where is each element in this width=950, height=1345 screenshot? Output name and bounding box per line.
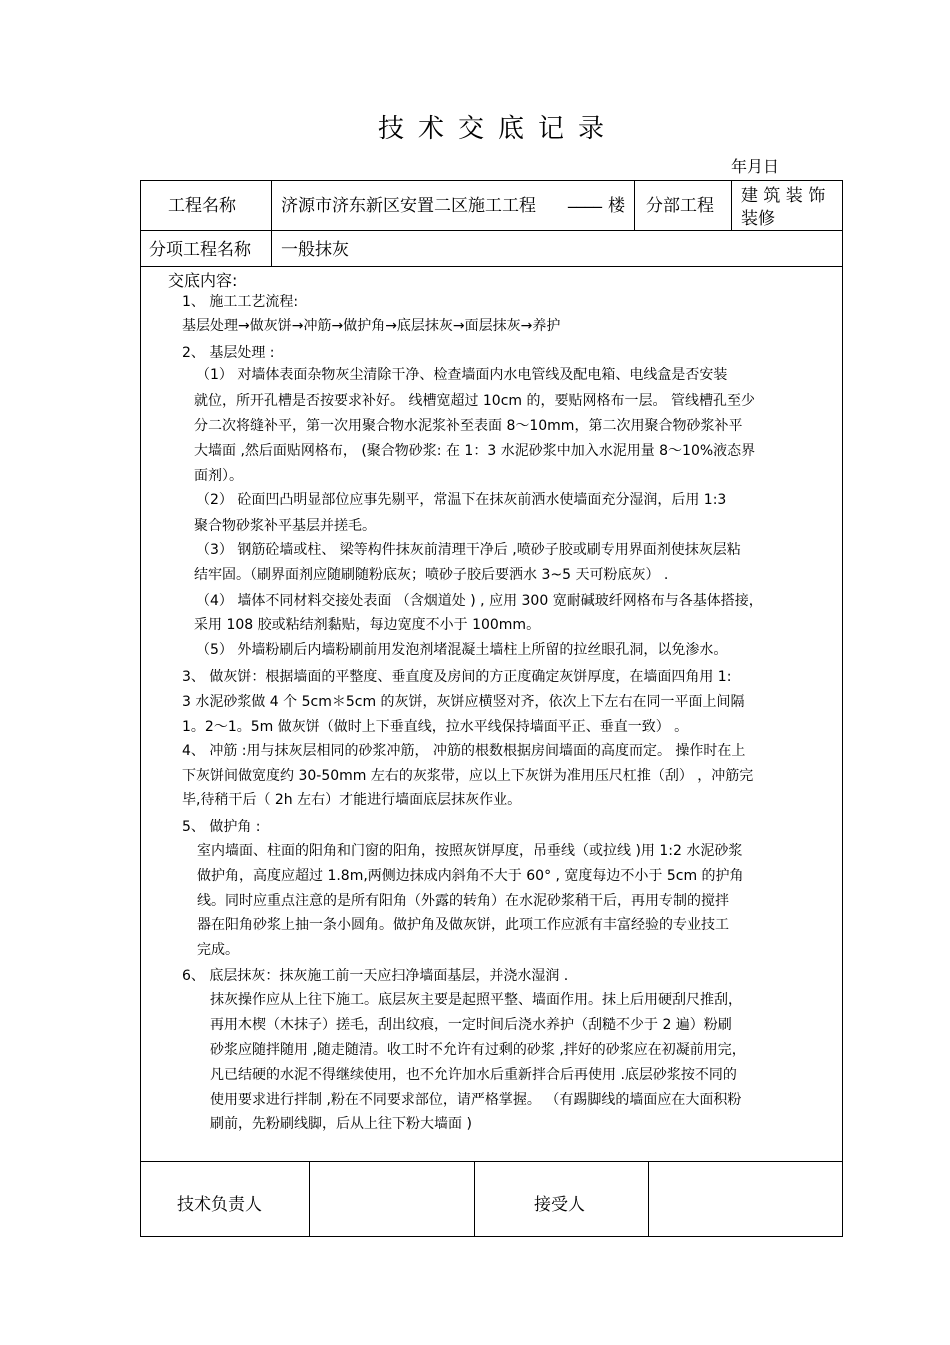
tech-lead-label: 技术负责人 xyxy=(177,1195,262,1215)
subitem-value: 一般抹灰 xyxy=(281,240,349,260)
content-line: 分二次将缝补平，第一次用聚合物水泥浆补至表面 8～10mm，第二次用聚合物砂浆补平 xyxy=(194,418,743,434)
building-suffix: 楼 xyxy=(608,196,625,216)
content-line: 2、 基层处理 : xyxy=(182,345,275,361)
content-line: 聚合物砂浆补平基层并搓毛。 xyxy=(194,518,376,534)
content-line: （5） 外墙粉刷后内墙粉刷前用发泡剂堵混凝土墙柱上所留的拉丝眼孔洞，以免渗水。 xyxy=(196,642,728,658)
content-line: 抹灰操作应从上往下施工。底层灰主要是起照平整、墙面作用。抹上后用硬刮尺推刮， xyxy=(210,992,742,1008)
content-line: 器在阳角砂浆上抽一条小圆角。做护角及做灰饼，此项工作应派有丰富经验的专业技工 xyxy=(197,917,729,933)
content-line: 做护角，高度应超过 1.8m,两侧边抹成内斜角不大于 60° , 宽度每边不小于 5cm 的护角 xyxy=(197,868,744,884)
content-line: （3） 钢筋砼墙或柱、 梁等构件抹灰前清理干净后 ,喷砂子胶或刷专用界面剂使抹灰层粘 xyxy=(196,542,741,558)
content-line: 刷前，先粉刷线脚，后从上往下粉大墙面 ) xyxy=(210,1116,472,1132)
content-line: 基层处理→做灰饼→冲筋→做护角→底层抹灰→面层抹灰→养护 xyxy=(182,318,561,334)
content-line: 毕,待稍干后（ 2h 左右）才能进行墙面底层抹灰作业。 xyxy=(182,792,522,808)
division-value-line2: 装修 xyxy=(741,209,775,229)
content-line: 砂浆应随拌随用 ,随走随清。收工时不允许有过剩的砂浆 ,拌好的砂浆应在初凝前用完， xyxy=(210,1042,746,1058)
content-line: 就位，所开孔槽是否按要求补好。 线槽宽超过 10cm 的，要贴网格布一层。 管线槽孔至少 xyxy=(194,393,755,409)
content-line: 4、 冲筋 :用与抹灰层相同的砂浆冲筋， 冲筋的根数根据房间墙面的高度而定。 操作时在上 xyxy=(182,743,746,759)
project-name-label: 工程名称 xyxy=(168,196,236,216)
date-label: 年月日 xyxy=(731,157,780,176)
document-title: 技术交底记录 xyxy=(377,114,618,144)
content-line: 使用要求进行拌制 ,粉在不同要求部位，请严格掌握。 （有踢脚线的墙面应在大面积粉 xyxy=(210,1092,742,1108)
content-line: 3 水泥砂浆做 4 个 5cm＊5cm 的灰饼，灰饼应横竖对齐，依次上下左右在同一平面上间隔 xyxy=(182,694,745,710)
content-line: 结牢固。（刷界面剂应随刷随粉底灰；喷砂子胶后要洒水 3~5 天可粉底灰） . xyxy=(194,567,669,583)
content-line: 完成。 xyxy=(197,942,239,958)
division-value-line1: 建 筑 装 饰 xyxy=(741,186,826,206)
content-line: 1、 施工工艺流程: xyxy=(182,294,299,310)
content-line: 大墙面 ,然后面贴网格布， (聚合物砂浆: 在 1：3 水泥砂浆中加入水泥用量 8～10%液态界 xyxy=(194,443,756,459)
project-name-value: 济源市济东新区安置二区施工工程 xyxy=(281,196,536,216)
content-line: 线。同时应重点注意的是所有阳角（外露的转角）在水泥砂浆稍干后，再用专制的搅拌 xyxy=(197,893,729,909)
content-line: 5、 做护角 : xyxy=(182,819,261,835)
content-line: （4） 墙体不同材料交接处表面 （含烟道处 ) , 应用 300 宽耐碱玻纤网格布与各基体搭接， xyxy=(196,593,763,609)
content-line: 3、 做灰饼：根据墙面的平整度、垂直度及房间的方正度确定灰饼厚度，在墙面四角用 1: xyxy=(182,669,732,685)
content-line: 1。2～1。5m 做灰饼（做时上下垂直线，拉水平线保持墙面平正、垂直一致） 。 xyxy=(182,719,689,735)
content-line: 再用木楔（木抹子）搓毛，刮出纹痕，一定时间后浇水养护（刮糙不少于 2 遍）粉刷 xyxy=(210,1017,732,1033)
building-blank: ____ xyxy=(568,189,602,209)
content-line: 下灰饼间做宽度约 30-50mm 左右的灰浆带，应以上下灰饼为准用压尺杠推（刮） ，冲筋完 xyxy=(182,768,754,784)
subitem-label: 分项工程名称 xyxy=(149,240,251,260)
content-line: 室内墙面、柱面的阳角和门窗的阳角，按照灰饼厚度，吊垂线（或拉线 )用 1:2 水泥砂浆 xyxy=(197,843,743,859)
content-line: （2） 砼面凹凸明显部位应事先剔平，常温下在抹灰前洒水使墙面充分湿润，后用 1:3 xyxy=(196,492,727,508)
content-line: 面剂）。 xyxy=(194,468,243,484)
receiver-label: 接受人 xyxy=(534,1195,585,1215)
content-line: 采用 108 胶或粘结剂黏贴，每边宽度不小于 100mm。 xyxy=(194,617,541,633)
division-label: 分部工程 xyxy=(646,196,714,216)
content-line: 凡已结硬的水泥不得继续使用，也不允许加水后重新拌合后再使用 .底层砂浆按不同的 xyxy=(210,1067,737,1083)
content-line: （1） 对墙体表面杂物灰尘清除干净、检查墙面内水电管线及配电箱、电线盒是否安装 xyxy=(196,367,728,383)
content-line: 6、 底层抹灰：抹灰施工前一天应扫净墙面基层，并浇水湿润 . xyxy=(182,968,569,984)
content-heading: 交底内容: xyxy=(168,271,238,290)
